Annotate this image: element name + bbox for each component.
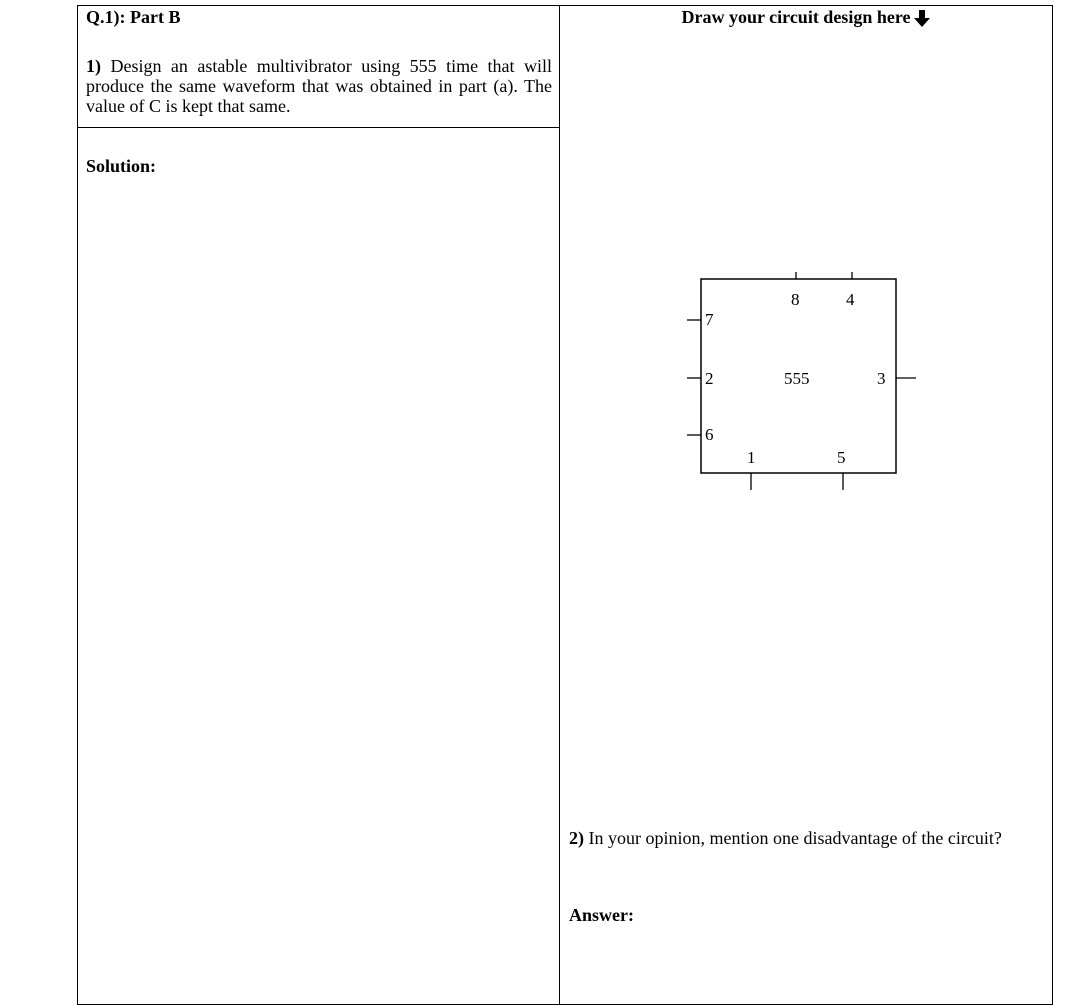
question-2	[569, 828, 1043, 849]
pin-5-label: 5	[837, 448, 846, 467]
down-arrow-icon	[914, 10, 930, 27]
pin-3-label: 3	[877, 369, 886, 388]
pin-8-label: 8	[791, 290, 800, 309]
question-1-text: Design an astable multivibrator using 555 time that will produce the same waveform that was obtained in part (a). The value of C is kept that same.	[86, 56, 552, 116]
question-divider	[77, 127, 560, 128]
solution-label: Solution:	[86, 156, 157, 176]
question-1-number: 1)	[86, 56, 101, 76]
pin-1-label: 1	[747, 448, 756, 467]
chip-label: 555	[784, 369, 810, 388]
answer-label: Answer:	[569, 905, 634, 925]
pin-2-label: 2	[705, 369, 714, 388]
pin-4-label: 4	[846, 290, 855, 309]
question-2-number: 2)	[569, 828, 584, 848]
pin-7-label: 7	[705, 310, 714, 329]
pin-6-label: 6	[705, 425, 714, 444]
part-title: Q.1): Part B	[86, 7, 181, 27]
question-1	[86, 56, 552, 116]
right-column	[559, 5, 1053, 1005]
ic-555-diagram	[680, 268, 920, 498]
question-2-text: In your opinion, mention one disadvantage of the circuit?	[588, 828, 1002, 848]
draw-title-text: Draw your circuit design here	[681, 7, 911, 27]
draw-title	[559, 7, 1053, 27]
